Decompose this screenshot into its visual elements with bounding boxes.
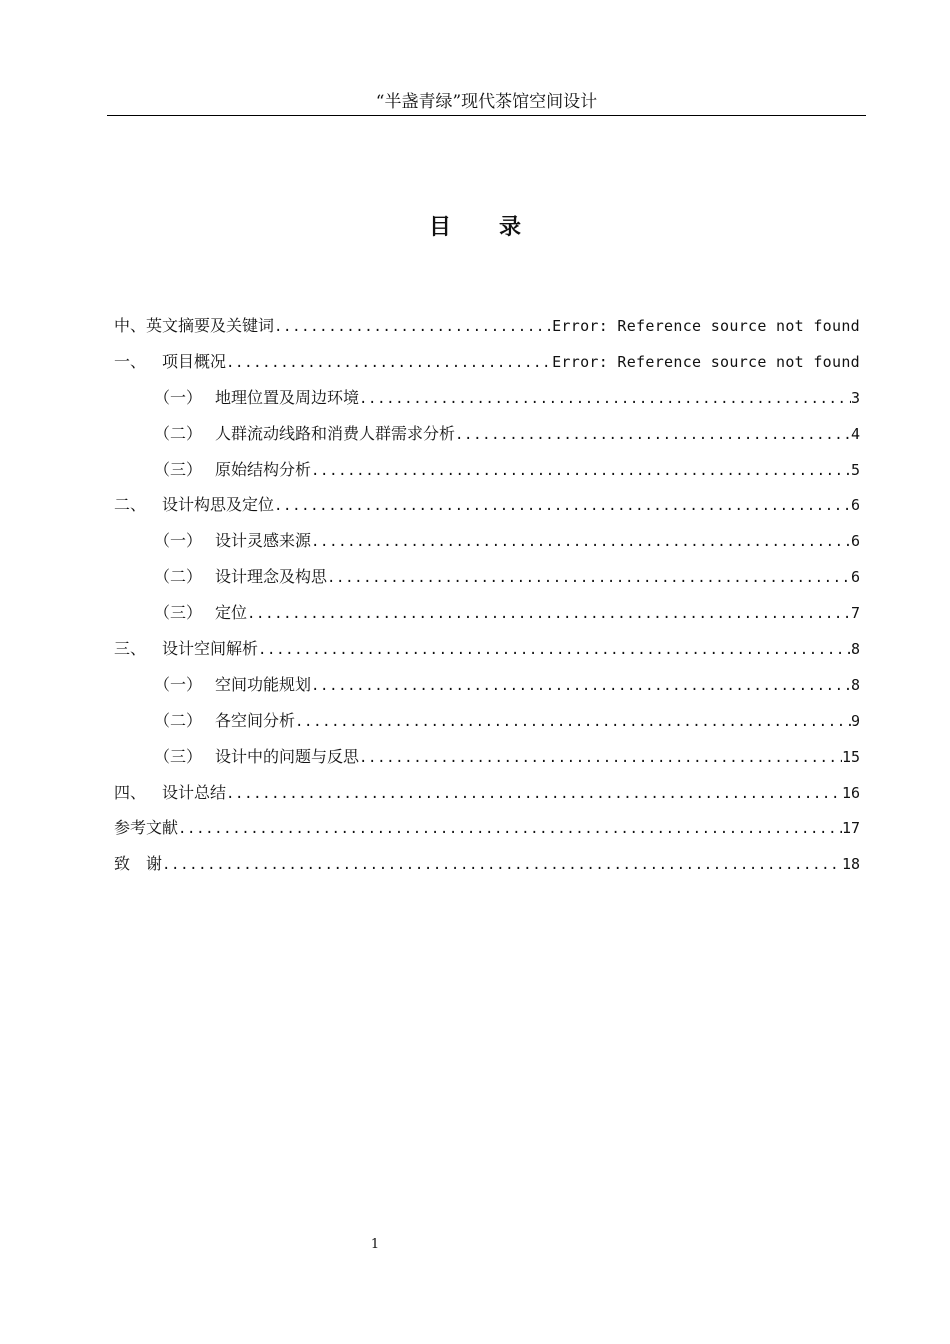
toc-entry-number: （三） <box>154 459 203 479</box>
toc-leader-dots <box>258 639 851 661</box>
toc-entry-page: 8 <box>850 640 860 659</box>
toc-entry-label: 项目概况 <box>162 351 227 371</box>
toc-entry-number: （二） <box>154 710 203 730</box>
toc-entry-label: 人群流动线路和消费人群需求分析 <box>215 423 456 443</box>
toc-entry[interactable] <box>114 674 860 710</box>
toc-entry-label: 地理位置及周边环境 <box>215 387 360 407</box>
toc-entry-label: 参考文献 <box>114 818 179 838</box>
toc-leader-dots <box>226 352 552 374</box>
toc-entry[interactable] <box>114 387 860 423</box>
toc-leader-dots <box>162 854 842 876</box>
toc-entry-number: （二） <box>154 423 203 443</box>
toc-entry[interactable] <box>114 566 860 602</box>
toc-entry-number: 一、 <box>114 351 147 371</box>
toc-entry[interactable] <box>114 351 860 387</box>
toc-leader-dots <box>359 747 842 769</box>
toc-entry-page: 6 <box>850 568 860 587</box>
table-of-contents <box>114 315 860 889</box>
toc-entry[interactable] <box>114 315 860 351</box>
toc-entry-label: 致 谢 <box>114 854 163 874</box>
toc-entry-page: 8 <box>850 675 860 694</box>
toc-entry-page: 18 <box>841 855 860 874</box>
toc-entry-number: （一） <box>154 531 203 551</box>
toc-entry[interactable] <box>114 638 860 674</box>
page-number: 1 <box>370 1237 380 1252</box>
toc-entry-number: （一） <box>154 387 203 407</box>
toc-entry-number: （三） <box>154 746 203 766</box>
toc-entry-number: （三） <box>154 603 203 623</box>
toc-entry-page: 7 <box>850 604 860 623</box>
toc-entry-label: 设计总结 <box>162 782 227 802</box>
toc-entry-number: （二） <box>154 567 203 587</box>
toc-entry-page: 17 <box>841 819 860 838</box>
toc-entry-page: 6 <box>850 496 860 515</box>
toc-leader-dots <box>311 675 851 697</box>
toc-entry-page: 16 <box>841 783 860 802</box>
toc-entry-number: 四、 <box>114 782 147 802</box>
page-header: “半盏青绿”现代茶馆空间设计 <box>375 92 598 112</box>
toc-entry-page: Error: Reference source not found <box>552 352 860 371</box>
toc-leader-dots <box>247 603 851 625</box>
toc-leader-dots <box>274 316 552 338</box>
toc-entry-label: 设计理念及构思 <box>215 567 328 587</box>
toc-entry[interactable] <box>114 423 860 459</box>
toc-leader-dots <box>226 783 842 805</box>
toc-leader-dots <box>311 531 851 553</box>
toc-entry-page: 15 <box>841 747 860 766</box>
toc-entry-page: Error: Reference source not found <box>552 317 860 335</box>
toc-entry-label: 中、英文摘要及关键词 <box>114 316 275 335</box>
toc-entry-number: 三、 <box>114 639 147 659</box>
toc-entry-label: 设计中的问题与反思 <box>215 746 360 766</box>
toc-entry-label: 原始结构分析 <box>215 459 312 479</box>
toc-entry[interactable] <box>114 817 860 853</box>
toc-entry-label: 各空间分析 <box>215 710 296 730</box>
toc-leader-dots <box>178 818 842 840</box>
toc-entry-page: 3 <box>850 388 860 407</box>
toc-entry[interactable] <box>114 494 860 530</box>
toc-entry-page: 4 <box>850 424 860 443</box>
toc-leader-dots <box>311 460 851 482</box>
toc-title: 目录 <box>428 214 569 240</box>
toc-leader-dots <box>295 711 851 733</box>
toc-entry-page: 6 <box>850 532 860 551</box>
toc-entry-label: 设计构思及定位 <box>162 495 275 515</box>
toc-entry[interactable] <box>114 710 860 746</box>
toc-leader-dots <box>274 495 851 517</box>
toc-entry-label: 设计灵感来源 <box>215 531 312 551</box>
toc-entry-label: 设计空间解析 <box>162 639 259 659</box>
toc-entry-label: 定位 <box>215 603 248 623</box>
toc-entry[interactable] <box>114 602 860 638</box>
toc-entry-page: 9 <box>850 711 860 730</box>
toc-leader-dots <box>455 424 851 446</box>
toc-entry-number: （一） <box>154 674 203 694</box>
toc-entry[interactable] <box>114 746 860 782</box>
toc-entry-number: 二、 <box>114 495 147 515</box>
toc-entry-label: 空间功能规划 <box>215 674 312 694</box>
toc-entry-page: 5 <box>850 460 860 479</box>
toc-leader-dots <box>359 388 851 410</box>
toc-entry[interactable] <box>114 530 860 566</box>
toc-entry[interactable] <box>114 459 860 495</box>
toc-entry[interactable] <box>114 782 860 818</box>
toc-entry[interactable] <box>114 853 860 889</box>
toc-leader-dots <box>327 567 851 589</box>
header-rule <box>107 115 866 116</box>
